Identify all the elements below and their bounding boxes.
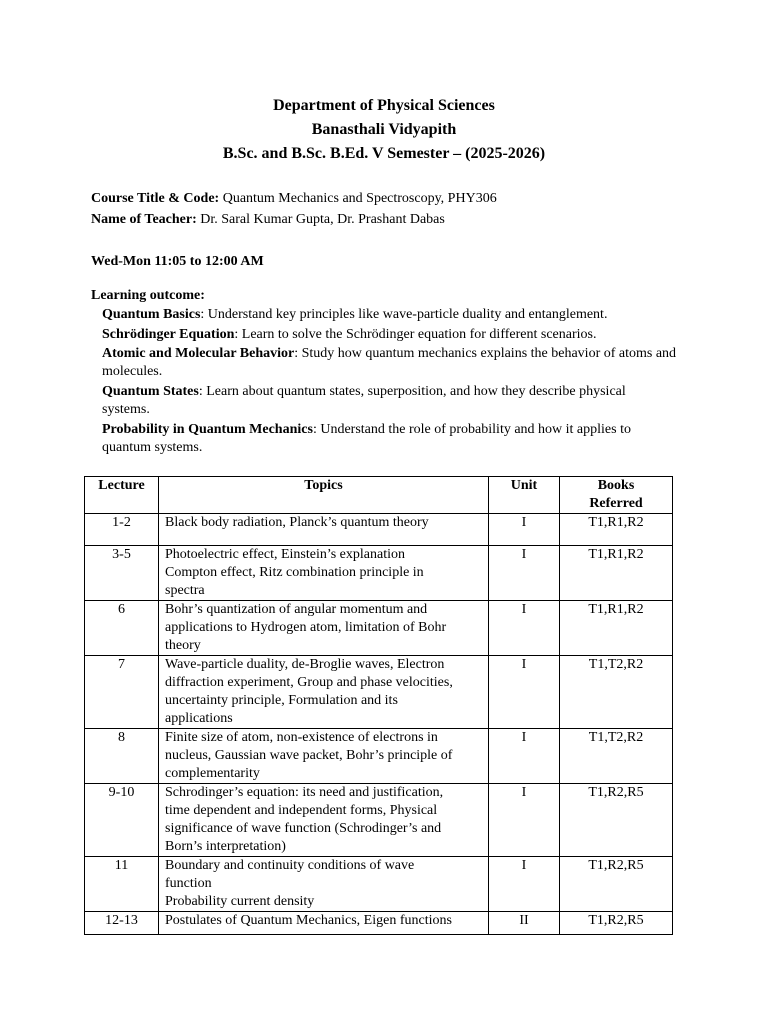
table-row (85, 857, 673, 912)
topic-line: Bohr’s quantization of angular momentum and (165, 602, 428, 617)
topic-line: significance of wave function (Schrodinger’s and (165, 821, 442, 836)
teacher-line (91, 209, 497, 230)
outcome-item (102, 383, 677, 419)
unit-cell: I (489, 514, 560, 546)
unit-cell: I (489, 656, 560, 729)
topics-cell (159, 857, 489, 912)
outcome-item (102, 421, 677, 457)
header-topics: Topics (159, 477, 489, 514)
topics-cell (159, 601, 489, 656)
table-row (85, 546, 673, 601)
unit-cell: II (489, 912, 560, 935)
topic-line: uncertainty principle, Formulation and its (165, 693, 398, 708)
header-referred: Referred (589, 496, 643, 511)
topic-line: function (165, 876, 212, 891)
document-header (0, 94, 768, 166)
table-row (85, 912, 673, 935)
table-row (85, 784, 673, 857)
topic-line: Probability current density (165, 894, 315, 909)
topic-line: applications to Hydrogen atom, limitation of Bohr (165, 620, 447, 635)
lecture-cell: 9-10 (85, 784, 159, 857)
table-row (85, 601, 673, 656)
topic-line: Wave-particle duality, de-Broglie waves, Electron (165, 657, 445, 672)
teacher-value: Dr. Saral Kumar Gupta, Dr. Prashant Dabas (196, 212, 445, 227)
outcome-term: Schrödinger Equation (102, 327, 235, 342)
class-schedule: Wed-Mon 11:05 to 12:00 AM (91, 254, 264, 269)
outcome-text: : Understand key principles like wave-particle duality and entanglement. (200, 307, 608, 322)
books-cell: T1,T2,R2 (560, 729, 673, 784)
topics-cell (159, 546, 489, 601)
topics-cell (159, 729, 489, 784)
table-row (85, 656, 673, 729)
lecture-cell: 11 (85, 857, 159, 912)
outcome-term: Atomic and Molecular Behavior (102, 346, 295, 361)
outcome-term: Quantum Basics (102, 307, 201, 322)
learning-outcome-list (102, 306, 677, 459)
outcome-text: : Understand the role of probability and how it applies to quantum systems. (102, 422, 631, 455)
outcome-term: Probability in Quantum Mechanics (102, 422, 313, 437)
topic-line: Schrodinger’s equation: its need and justification, (165, 785, 444, 800)
unit-cell: I (489, 784, 560, 857)
books-cell: T1,T2,R2 (560, 656, 673, 729)
outcome-item (102, 326, 677, 344)
header-unit: Unit (489, 477, 560, 514)
books-cell: T1,R2,R5 (560, 912, 673, 935)
department-title: Department of Physical Sciences (273, 97, 495, 114)
topic-line: complementarity (165, 766, 260, 781)
topic-line: theory (165, 638, 201, 653)
unit-cell: I (489, 729, 560, 784)
lecture-cell: 3-5 (85, 546, 159, 601)
topic-line: Born’s interpretation) (165, 839, 286, 854)
unit-cell: I (489, 601, 560, 656)
course-title-label: Course Title & Code: (91, 191, 220, 206)
books-cell: T1,R2,R5 (560, 857, 673, 912)
topic-line: nucleus, Gaussian wave packet, Bohr’s principle of (165, 748, 453, 763)
topic-line: diffraction experiment, Group and phase velocities, (165, 675, 453, 690)
lecture-cell: 8 (85, 729, 159, 784)
outcome-text: : Learn to solve the Schrödinger equation for different scenarios. (234, 327, 597, 342)
topic-line: Boundary and continuity conditions of wave (165, 858, 415, 873)
lecture-cell: 1-2 (85, 514, 159, 546)
lecture-cell: 12-13 (85, 912, 159, 935)
teacher-label: Name of Teacher: (91, 212, 197, 227)
topic-line: Compton effect, Ritz combination principle in (165, 565, 424, 580)
unit-cell: I (489, 546, 560, 601)
topic-line: Photoelectric effect, Einstein’s explanation (165, 547, 405, 562)
outcome-term: Quantum States (102, 384, 199, 399)
course-info (91, 188, 497, 230)
table-header-row (85, 477, 673, 514)
course-title-value: Quantum Mechanics and Spectroscopy, PHY306 (219, 191, 497, 206)
outcome-item (102, 345, 677, 381)
table-row (85, 514, 673, 546)
books-cell: T1,R1,R2 (560, 546, 673, 601)
unit-cell: I (489, 857, 560, 912)
course-title-line (91, 188, 497, 209)
topic-line: applications (165, 711, 233, 726)
topic-line: spectra (165, 583, 205, 598)
semester-title: B.Sc. and B.Sc. B.Ed. V Semester – (2025-2026) (222, 145, 546, 162)
outcome-text: : Study how quantum mechanics explains the behavior of atoms and molecules. (102, 346, 677, 379)
topics-cell (159, 656, 489, 729)
books-cell: T1,R2,R5 (560, 784, 673, 857)
header-lecture: Lecture (85, 477, 159, 514)
lecture-cell: 7 (85, 656, 159, 729)
table-row (85, 729, 673, 784)
topics-cell (159, 784, 489, 857)
topics-cell (159, 912, 489, 935)
topic-line: Postulates of Quantum Mechanics, Eigen functions (165, 913, 452, 928)
header-books: Books (597, 478, 635, 493)
lecture-plan-table (84, 476, 673, 935)
topic-line: Black body radiation, Planck’s quantum theory (165, 515, 429, 530)
header-books-referred (560, 477, 673, 514)
outcome-item (102, 306, 677, 324)
books-cell: T1,R1,R2 (560, 514, 673, 546)
institution-name: Banasthali Vidyapith (311, 121, 457, 138)
topic-line: time dependent and independent forms, Physical (165, 803, 438, 818)
lecture-cell: 6 (85, 601, 159, 656)
topic-line: Finite size of atom, non-existence of electrons in (165, 730, 438, 745)
books-cell: T1,R1,R2 (560, 601, 673, 656)
outcome-text: : Learn about quantum states, superposition, and how they describe physical systems. (102, 384, 626, 417)
topics-cell (159, 514, 489, 546)
learning-outcome-title: Learning outcome: (91, 288, 205, 303)
